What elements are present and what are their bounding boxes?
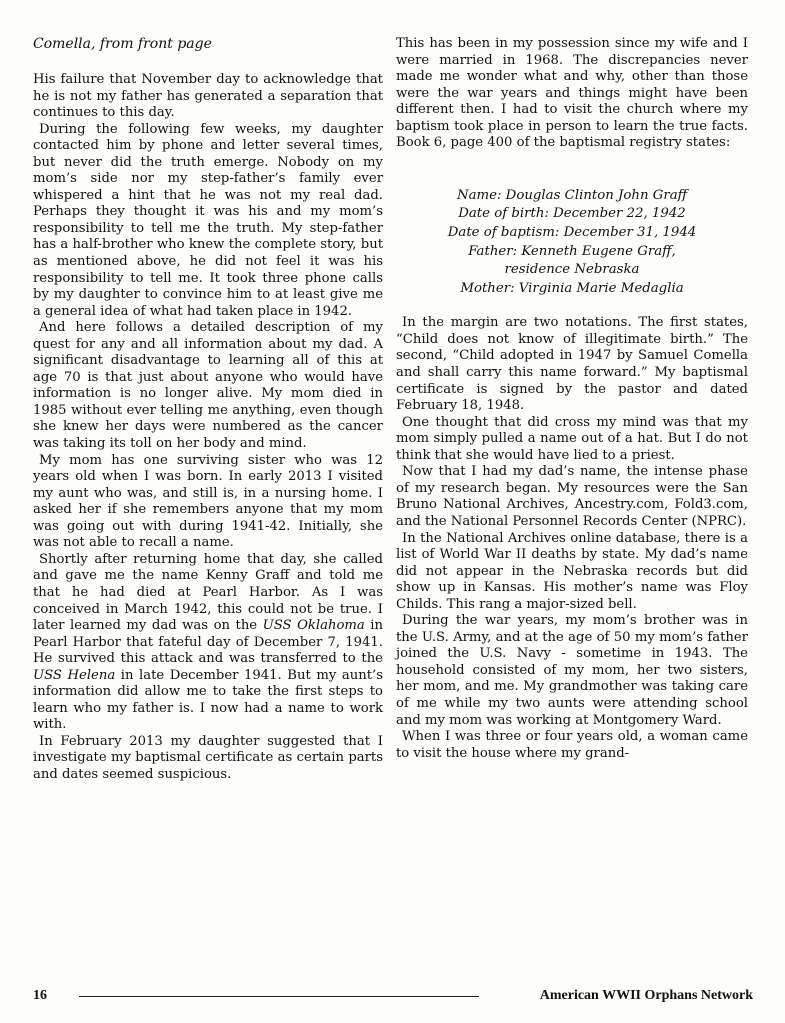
paragraph: His failure that November day to acknowledge that he is not my father has generated a separation that continues to this day. [33,72,383,121]
right-column [396,36,748,762]
paragraph: During the following few weeks, my daughter contacted him by phone and letter several times, but never did the truth emerge. Nobody on my mom’s side nor my step-father’s family ever whispered a hint that he was not my real dad. Perhaps they thought it was his and my mom’s responsibility to tell me the truth. My step-father has a half-brother who knew the complete story, but as mentioned above, he did not feel it was his responsibility to tell me. It took three phone calls by my daughter to convince him to at least give me a general idea of what had taken place in 1942. [33,121,383,319]
page-number: 16 [33,988,47,1003]
ship-name: USS Helena [33,667,116,683]
record-name: Name: Douglas Clinton John Graff [456,187,688,203]
text-run: Shortly after returning home that day, she called and gave me the name Kenny Graff and told me that he had died at Pearl Harbor. As I was conceived in March 1942, this could not be true. I later learned my dad was on the [33,551,383,634]
paragraph: Now that I had my dad’s name, the intense phase of my research began. My resources were the San Bruno National Archives, Ancestry.com, Fold3.com, and the National Personnel Records Center (NPRC). [396,464,748,529]
record-dob: Date of birth: December 22, 1942 [458,206,686,222]
paragraph: In the margin are two notations. The first states, “Child does not know of illegitimate birth.” The second, “Child adopted in 1947 by Samuel Comella and shall carry this name forward.” My baptismal certificate is signed by the pastor and dated February 18, 1948. [396,315,748,414]
record-mother: Mother: Virginia Marie Medaglia [460,280,684,296]
paragraph: My mom has one surviving sister who was 12 years old when I was born. In early 2013 I visited my aunt who was, and still is, in a nursing home. I asked her if she remembers anyone that my mom was going out with during 1941-42. Initially, she was not able to recall a name. [33,452,383,551]
page-footer [33,988,753,1008]
record-residence: residence Nebraska [504,262,640,278]
paragraph: This has been in my possession since my wife and I were married in 1968. The discrepancies never made me wonder what and why, other than those were the war years and things might have been different then. I had to visit the church where my baptism took place in person to learn the true facts. Book 6, page 400 of the baptismal registry states: [396,36,748,151]
paragraph: One thought that did cross my mind was that my mom simply pulled a name out of a hat. But I do not think that she would have lied to a priest. [396,414,748,463]
text-run: in late December 1941. But my aunt’s information did allow me to take the first steps to learn who my father is. I now had a name to work with. [33,667,383,733]
record-baptism-date: Date of baptism: December 31, 1944 [447,225,697,241]
baptismal-record [396,187,748,299]
text-run: in Pearl Harbor that fateful day of December 7, 1941. He survived this attack and was transferred to the [33,618,384,667]
paragraph: When I was three or four years old, a woman came to visit the house where my grand- [396,729,748,761]
paragraph [33,552,383,734]
continuation-kicker: Comella, from front page [33,36,212,52]
publication-name: American WWII Orphans Network [539,988,753,1003]
ship-name: USS Oklahoma [262,618,365,634]
paragraph: During the war years, my mom’s brother was in the U.S. Army, and at the age of 50 my mom’s father joined the U.S. Navy - sometime in 1943. The household consisted of my mom, her two sisters, her mom, and me. My grandmother was taking care of me while my two aunts were attending school and my mom was working at Montgomery Ward. [396,613,748,728]
paragraph: In the National Archives online database, there is a list of World War II deaths by state. My dad’s name did not appear in the Nebraska records but did show up in Kansas. His mother’s name was Floy Childs. This rang a major-sized bell. [396,530,748,612]
paragraph: In February 2013 my daughter suggested that I investigate my baptismal certificate as certain parts and dates seemed suspicious. [33,733,383,782]
footer-rule [79,996,479,997]
record-father: Father: Kenneth Eugene Graff, [468,243,676,259]
left-column [33,36,383,784]
paragraph: And here follows a detailed description of my quest for any and all information about my dad. A significant disadvantage to learning all of this at age 70 is that just about anyone who would have information is no longer alive. My mom died in 1985 without ever telling me anything, even though she knew her days were numbered as the cancer was taking its toll on her body and mind. [33,320,383,452]
